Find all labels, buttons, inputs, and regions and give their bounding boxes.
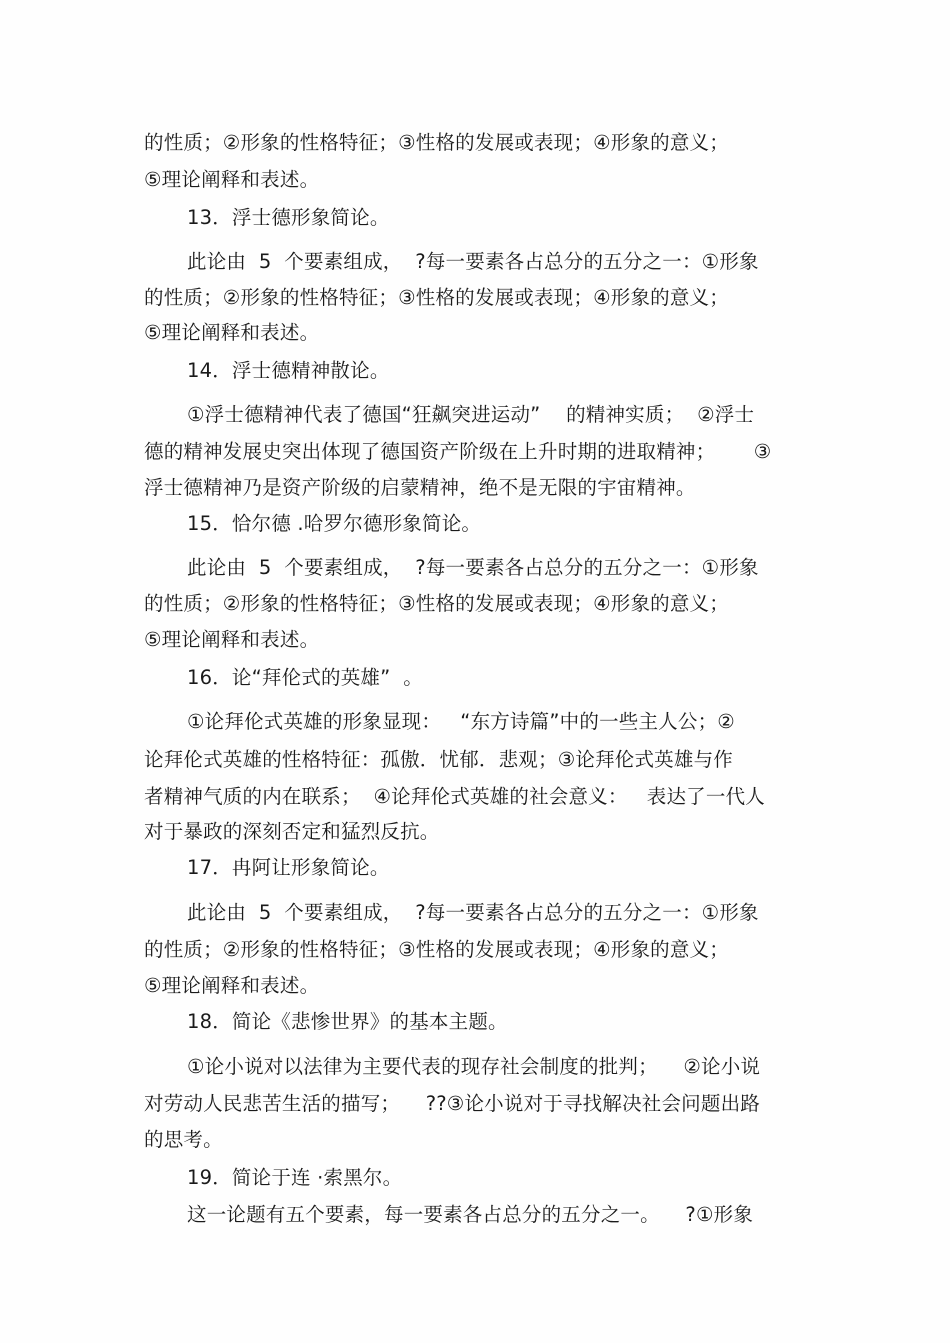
body-line: 的性质；②形象的性格特征；③性格的发展或表现；④形象的意义； — [144, 131, 729, 154]
section-heading-14: 14．浮士德精神散论。 — [187, 359, 390, 382]
paragraph-start: ①论拜伦式英雄的形象显现： “东方诗篇”中的一些主人公；② — [187, 710, 735, 733]
body-line: ⑤理论阐释和表述。 — [144, 628, 320, 651]
body-line: 浮士德精神乃是资产阶级的启蒙精神，绝不是无限的宇宙精神。 — [144, 476, 696, 499]
body-line: 对劳动人民悲苦生活的描写； ??③论小说对于寻找解决社会问题出路 — [144, 1092, 760, 1115]
paragraph-start: ①浮士德精神代表了德国“狂飙突进运动” 的精神实质； ②浮士 — [187, 403, 755, 426]
body-line: 的性质；②形象的性格特征；③性格的发展或表现；④形象的意义； — [144, 938, 729, 961]
section-heading-18: 18．简论《悲惨世界》的基本主题。 — [187, 1010, 508, 1033]
body-line: 对于暴政的深刻否定和猛烈反抗。 — [144, 820, 440, 843]
body-line: 的思考。 — [144, 1128, 223, 1151]
section-heading-13: 13．浮士德形象简论。 — [187, 206, 390, 229]
body-line: ⑤理论阐释和表述。 — [144, 321, 320, 344]
body-line: 的性质；②形象的性格特征；③性格的发展或表现；④形象的意义； — [144, 592, 729, 615]
section-heading-16: 16．论“拜伦式的英雄” 。 — [187, 666, 423, 689]
section-heading-19: 19．简论于连 ·索黑尔。 — [187, 1166, 403, 1189]
section-heading-15: 15．恰尔德 .哈罗尔德形象简论。 — [187, 512, 482, 535]
body-line: 的性质；②形象的性格特征；③性格的发展或表现；④形象的意义； — [144, 286, 729, 309]
paragraph-start: ①论小说对以法律为主要代表的现存社会制度的批判； ②论小说 — [187, 1055, 761, 1078]
paragraph-start: 这一论题有五个要素，每一要素各占总分的五分之一。 ?①形象 — [187, 1203, 754, 1226]
body-line: ⑤理论阐释和表述。 — [144, 168, 320, 191]
paragraph-start: 此论由 5 个要素组成， ?每一要素各占总分的五分之一：①形象 — [187, 901, 759, 924]
section-heading-17: 17．冉阿让形象简论。 — [187, 856, 390, 879]
body-line: 德的精神发展史突出体现了德国资产阶级在上升时期的进取精神； ③ — [144, 440, 772, 463]
body-line: 者精神气质的内在联系； ④论拜伦式英雄的社会意义： 表达了一代人 — [144, 785, 765, 808]
paragraph-start: 此论由 5 个要素组成， ?每一要素各占总分的五分之一：①形象 — [187, 556, 759, 579]
paragraph-start: 此论由 5 个要素组成， ?每一要素各占总分的五分之一：①形象 — [187, 250, 759, 273]
body-line: ⑤理论阐释和表述。 — [144, 974, 320, 997]
body-line: 论拜伦式英雄的性格特征：孤傲．忧郁．悲观；③论拜伦式英雄与作 — [144, 748, 733, 771]
